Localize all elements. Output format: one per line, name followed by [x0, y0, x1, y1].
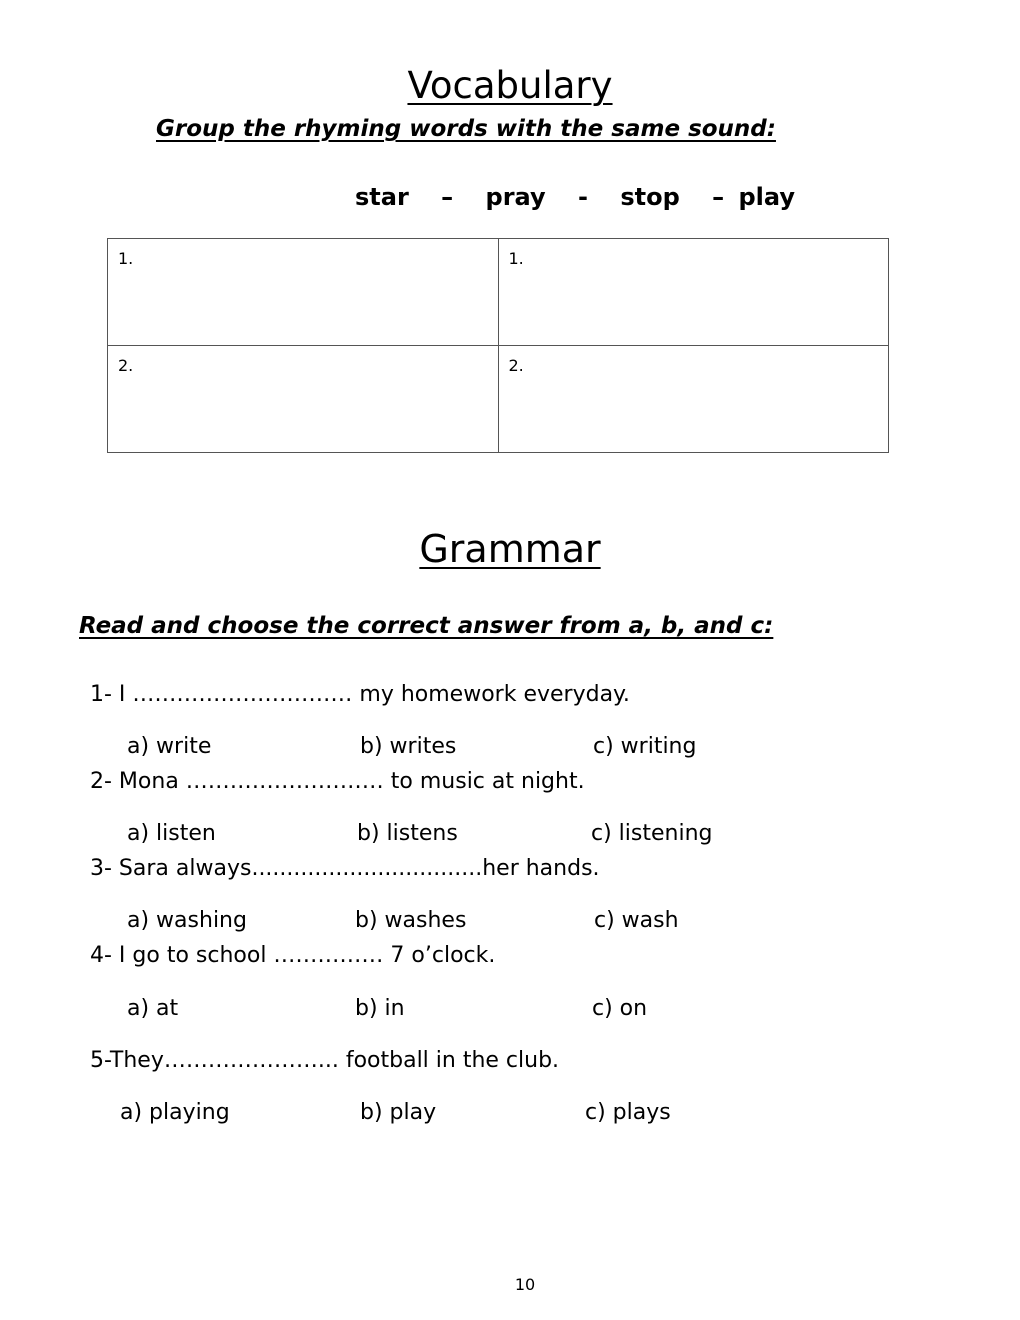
option-c[interactable]: c) writing [593, 734, 697, 759]
option-c[interactable]: c) wash [594, 908, 679, 933]
question-5: 5-They…………………... football in the club. [90, 1048, 560, 1073]
option-a[interactable]: a) listen [127, 821, 216, 846]
rhyme-grouping-table [107, 238, 889, 453]
option-a[interactable]: a) washing [127, 908, 247, 933]
word-play: play [738, 183, 795, 211]
vocabulary-instruction: Group the rhyming words with the same sound: [156, 116, 776, 142]
grammar-heading: Grammar [419, 527, 601, 571]
option-b[interactable]: b) washes [355, 908, 467, 933]
word-star: star [355, 183, 409, 211]
option-b[interactable]: b) listens [357, 821, 458, 846]
question-3: 3- Sara always.................................her hands. [90, 856, 600, 881]
question-2: 2- Mona ……………………… to music at night. [90, 769, 585, 794]
option-c[interactable]: c) on [592, 996, 648, 1021]
rhyming-word-list [355, 183, 795, 211]
page-number: 10 [514, 1275, 536, 1294]
table-cell[interactable]: 2. [108, 346, 499, 453]
table-row [108, 346, 889, 453]
option-b[interactable]: b) in [355, 996, 405, 1021]
option-c[interactable]: c) plays [585, 1100, 671, 1125]
table-cell[interactable]: 2. [498, 346, 889, 453]
option-b[interactable]: b) writes [360, 734, 457, 759]
table-row [108, 239, 889, 346]
word-pray: pray [485, 183, 546, 211]
word-separator: - [578, 183, 588, 211]
option-a[interactable]: a) at [127, 996, 179, 1021]
word-separator: – [712, 183, 725, 211]
question-1: 1- I ………………………… my homework everyday. [90, 682, 630, 707]
vocabulary-heading: Vocabulary [407, 64, 613, 107]
word-stop: stop [620, 183, 680, 211]
grammar-instruction: Read and choose the correct answer from a, b, and c: [79, 613, 774, 639]
table-cell[interactable]: 1. [108, 239, 499, 346]
option-a[interactable]: a) write [127, 734, 212, 759]
question-4: 4- I go to school …………… 7 o’clock. [90, 943, 496, 968]
word-separator: – [441, 183, 454, 211]
option-b[interactable]: b) play [360, 1100, 437, 1125]
table-cell[interactable]: 1. [498, 239, 889, 346]
option-a[interactable]: a) playing [120, 1100, 230, 1125]
option-c[interactable]: c) listening [591, 821, 713, 846]
